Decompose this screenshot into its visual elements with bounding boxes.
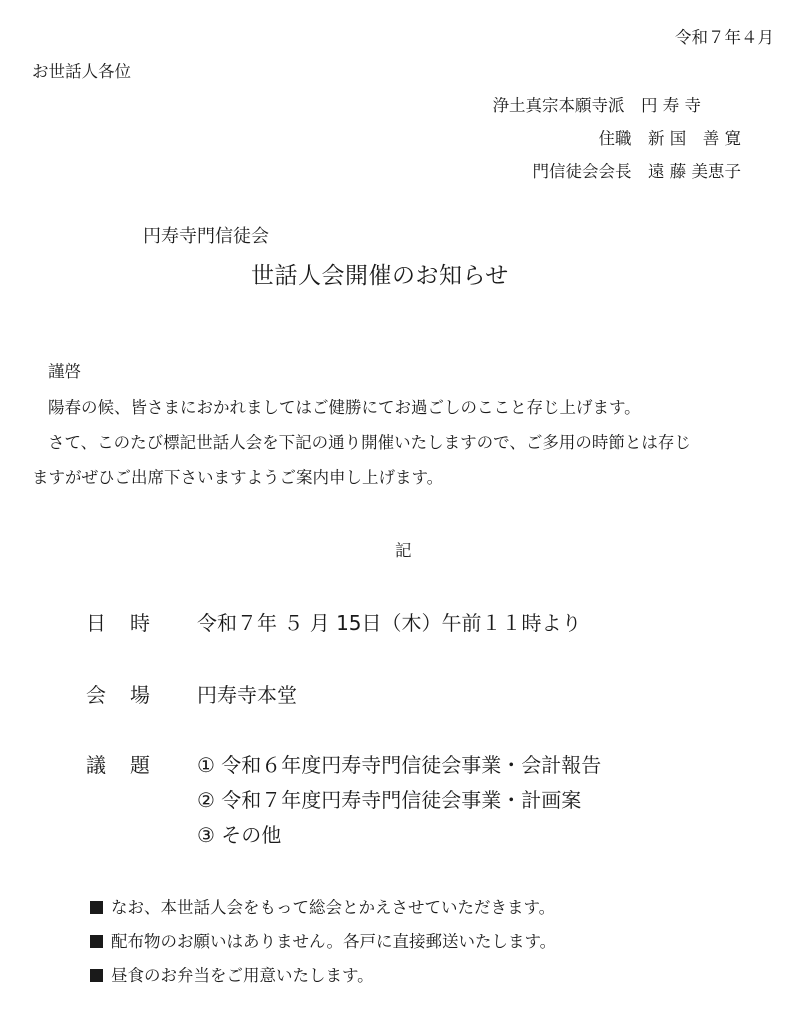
agenda-item: ① 令和６年度円寿寺門信徒会事業・会計報告 — [197, 753, 602, 777]
venue-value: 円寿寺本堂 — [197, 683, 297, 707]
square-bullet-icon — [90, 969, 103, 982]
agenda-label: 議題 — [86, 753, 174, 777]
addressee: お世話人各位 — [32, 62, 131, 81]
ki-heading: 記 — [395, 541, 412, 560]
agenda-item: ③ その他 — [197, 823, 282, 847]
sender-role-chair: 門信徒会会長 — [532, 162, 632, 181]
document-date: 令和７年４月 — [675, 28, 774, 47]
sender-org-name: 円 寿 寺 — [641, 96, 701, 115]
note-item: 配布物のお願いはありません。各戸に直接郵送いたします。 — [90, 932, 556, 952]
body-line: 陽春の候、皆さまにおかれましてはご健勝にてお過ごしのここと存じ上げます。 — [48, 398, 641, 417]
square-bullet-icon — [90, 901, 103, 914]
note-item: なお、本世話人会をもって総会とかえさせていただきます。 — [90, 898, 555, 918]
datetime-label: 日時 — [86, 611, 174, 635]
note-item: 昼食のお弁当をご用意いたします。 — [90, 966, 374, 986]
sender-name-priest: 新 国 善 寛 — [648, 129, 741, 148]
agenda-item: ② 令和７年度円寿寺門信徒会事業・計画案 — [197, 788, 582, 812]
body-line: ますがぜひご出席下さいますようご案内申し上げます。 — [32, 468, 444, 487]
document-title: 世話人会開催のお知らせ — [251, 263, 509, 289]
document-subtitle: 円寿寺門信徒会 — [143, 226, 269, 247]
sender-org-label: 浄土真宗本願寺派 — [492, 96, 625, 115]
datetime-value: 令和７年 ５ 月 15日（木）午前１１時より — [197, 611, 582, 635]
body-line: さて、このたび標記世話人会を下記の通り開催いたしますので、ご多用の時節とは存じ — [48, 433, 691, 452]
sender-role-priest: 住職 — [598, 129, 632, 148]
square-bullet-icon — [90, 935, 103, 948]
sender-name-chair: 遠 藤 美恵子 — [648, 162, 741, 181]
greeting: 謹啓 — [48, 362, 81, 381]
venue-label: 会場 — [86, 683, 174, 707]
